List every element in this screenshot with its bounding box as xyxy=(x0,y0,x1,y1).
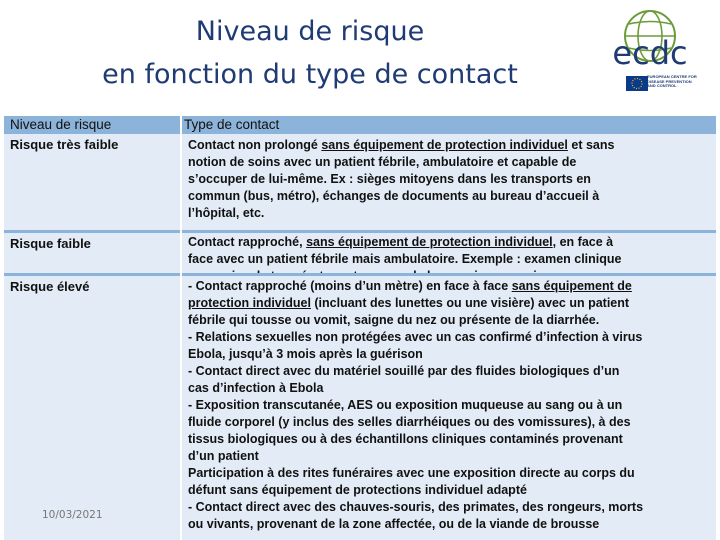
column-divider xyxy=(180,116,182,540)
text-segment: tissus biologiques ou à des échantillons cliniques contaminés provenant xyxy=(188,432,623,446)
text-segment: défunt sans équipement de protections individuel adapté xyxy=(188,483,527,497)
contact-type-cell xyxy=(188,137,713,222)
underlined-text: sans équipement de protection individuel xyxy=(321,138,568,152)
text-segment: Ebola, jusqu’à 3 mois après la guérison xyxy=(188,347,423,361)
text-segment: (incluant des lunettes ou une visière) avec un patient xyxy=(310,296,630,310)
contact-text-line xyxy=(188,329,713,346)
text-segment: face avec un patient fébrile mais ambulatoire. Exemple : examen clinique xyxy=(188,252,622,266)
contact-text-line xyxy=(188,431,713,448)
text-segment: - Contact direct avec des chauves-souris, des primates, des rongeurs, morts xyxy=(188,500,644,514)
text-segment: et sans xyxy=(567,138,615,152)
title-line-2: en fonction du type de contact xyxy=(102,59,518,90)
contact-text-line xyxy=(188,154,713,171)
contact-text-line xyxy=(188,278,713,295)
table-row xyxy=(4,134,716,230)
text-segment: - Contact direct avec du matériel souillé par des fluides biologiques d’un xyxy=(188,364,620,378)
table-row xyxy=(4,276,716,540)
footer-date: 10/03/2021 xyxy=(42,509,103,521)
contact-type-cell xyxy=(188,278,713,533)
underlined-text: sans équipement de protection individuel xyxy=(306,235,553,249)
contact-text-line xyxy=(188,234,713,251)
contact-text-line xyxy=(188,295,713,312)
text-segment: - Relations sexuelles non protégées avec un cas confirmé d’infection à virus xyxy=(188,330,643,344)
text-segment: - Exposition transcutanée, AES ou exposition muqueuse au sang ou à un xyxy=(188,398,623,412)
contact-text-line xyxy=(188,380,713,397)
underlined-text: protection individuel xyxy=(188,296,311,310)
text-segment: , en face à xyxy=(552,235,614,249)
risk-level-cell: Risque très faible xyxy=(10,137,119,152)
svg-text:ecdc: ecdc xyxy=(612,34,688,72)
page-title xyxy=(60,10,560,96)
text-segment: Contact rapproché, xyxy=(188,235,307,249)
contact-text-line xyxy=(188,465,713,482)
title-line-1: Niveau de risque xyxy=(195,16,425,47)
text-segment: Contact non prolongé xyxy=(188,138,322,152)
risk-level-cell: Risque élevé xyxy=(10,279,90,294)
contact-text-line xyxy=(188,516,713,533)
contact-text-line xyxy=(188,171,713,188)
header-contact-type: Type de contact xyxy=(184,117,280,132)
risk-table xyxy=(4,116,716,540)
text-segment: notion de soins avec un patient fébrile, ambulatoire et capable de xyxy=(188,155,577,169)
contact-text-line xyxy=(188,414,713,431)
table-row xyxy=(4,233,716,274)
contact-text-line xyxy=(188,251,713,268)
text-segment: fluide corporel (y inclus des selles diarrhéiques ou des vomissures), à des xyxy=(188,415,631,429)
contact-text-line xyxy=(188,448,713,465)
risk-level-cell: Risque faible xyxy=(10,236,91,251)
text-segment: d’un patient xyxy=(188,449,259,463)
text-segment: commun (bus, métro), échanges de documents au bureau d’accueil à xyxy=(188,189,600,203)
text-segment: - Contact rapproché (moins d’un mètre) en face à face xyxy=(188,279,512,293)
contact-text-line xyxy=(188,397,713,414)
text-segment: ou vivants, provenant de la zone affectée, ou de la viande de brousse xyxy=(188,517,600,531)
text-segment: s’occuper de lui-même. Ex : sièges mitoyens dans les transports en xyxy=(188,172,591,186)
text-segment: l’hôpital, etc. xyxy=(188,206,265,220)
text-segment: cas d’infection à Ebola xyxy=(188,381,324,395)
contact-text-line xyxy=(188,482,713,499)
contact-text-line xyxy=(188,137,713,154)
contact-text-line xyxy=(188,499,713,516)
contact-text-line xyxy=(188,346,713,363)
text-segment: fébrile qui tousse ou vomit, saigne du nez ou présente de la diarrhée. xyxy=(188,313,600,327)
contact-text-line xyxy=(188,312,713,329)
contact-text-line xyxy=(188,363,713,380)
header-risk-level: Niveau de risque xyxy=(10,117,112,132)
contact-text-line xyxy=(188,188,713,205)
underlined-text: sans équipement de xyxy=(511,279,632,293)
ecdc-subtitle: EUROPEAN CENTRE FOR DISEASE PREVENTION AND CONTROL xyxy=(647,74,697,89)
table-header-row xyxy=(4,116,716,134)
text-segment: Participation à des rites funéraires avec une exposition directe au corps du xyxy=(188,466,635,480)
contact-text-line xyxy=(188,205,713,222)
